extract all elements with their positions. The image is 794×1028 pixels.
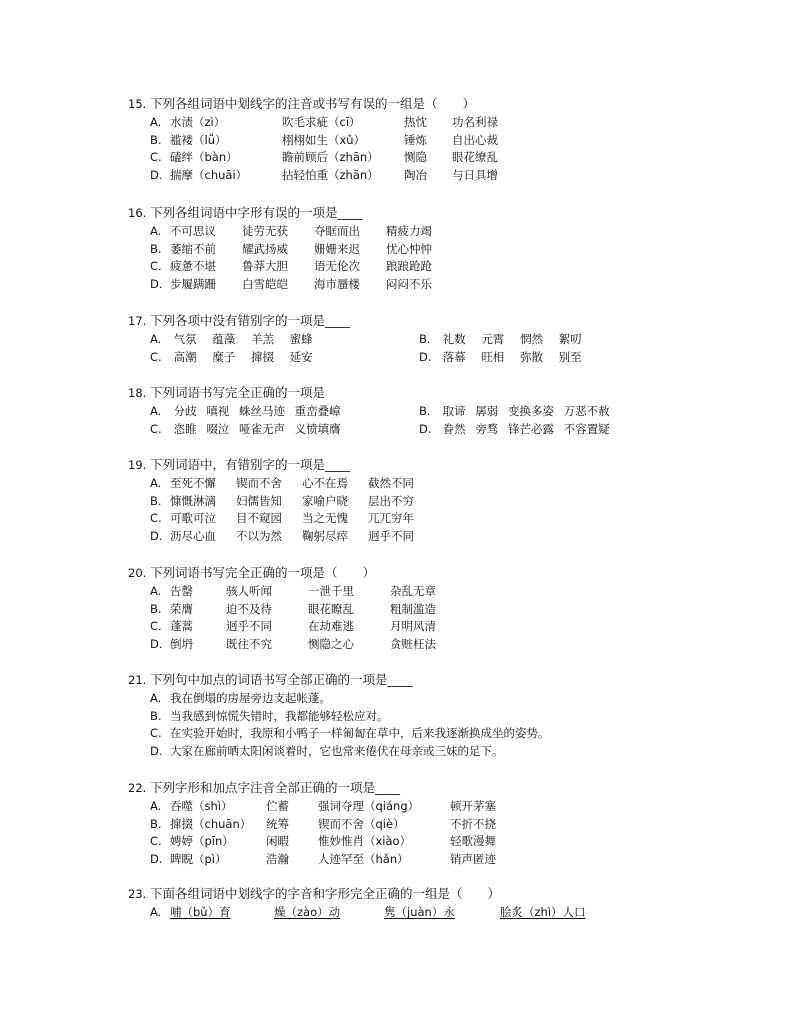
option-letter: A. bbox=[150, 691, 162, 705]
option-term: 羊羔 bbox=[250, 332, 274, 346]
question-text: 下面各组词语中划线字的字音和字形完全正确的一组是（ ） bbox=[150, 886, 501, 901]
option-term: 絮叨 bbox=[558, 332, 582, 346]
question-number: 17. bbox=[128, 314, 147, 328]
option-term: 嗔视 bbox=[206, 404, 230, 418]
option-term: 耀武扬威 bbox=[242, 241, 288, 256]
option-term: 夺眶而出 bbox=[314, 224, 360, 238]
question-text: 下列词语中，有错别字的一项是____ bbox=[150, 457, 351, 472]
question-number: 15. bbox=[128, 97, 147, 111]
option-term: 贪赃枉法 bbox=[390, 636, 436, 651]
option-d[interactable] bbox=[150, 276, 688, 294]
question-18 bbox=[128, 383, 688, 438]
option-term: 哑雀无声 bbox=[238, 421, 285, 436]
option-a[interactable] bbox=[150, 690, 688, 708]
option-term: 气氛 bbox=[173, 332, 197, 346]
option-d[interactable] bbox=[150, 851, 688, 869]
option-term: 踉踉跄跄 bbox=[386, 259, 432, 273]
option-term: 揣摩（chuāi） bbox=[170, 167, 248, 182]
question-text: 下列句中加点的词语书写全部正确的一项是____ bbox=[150, 672, 413, 687]
option-row bbox=[150, 349, 688, 367]
option-term: 旺相 bbox=[481, 349, 505, 364]
option-term: 妇儒皆知 bbox=[236, 493, 282, 508]
question-15 bbox=[128, 94, 688, 184]
option-term: 至死不懈 bbox=[170, 476, 216, 490]
option-term: 高潮 bbox=[173, 349, 197, 364]
option-term: 杂乱无章 bbox=[390, 584, 436, 598]
option-a[interactable] bbox=[150, 331, 419, 349]
option-term: 热忱 bbox=[404, 115, 427, 129]
option-term: 脍炙（zhì）人口 bbox=[500, 905, 586, 919]
option-d[interactable] bbox=[150, 636, 688, 654]
option-a[interactable] bbox=[150, 223, 688, 241]
option-letter: B. bbox=[150, 601, 162, 616]
option-b[interactable] bbox=[150, 241, 688, 259]
option-list bbox=[150, 904, 688, 922]
option-letter: A. bbox=[150, 224, 162, 238]
option-term: 磕绊（bàn） bbox=[170, 150, 238, 164]
option-term: 疲惫不堪 bbox=[170, 259, 216, 273]
option-term: 顿开茅塞 bbox=[450, 799, 496, 813]
option-term: 销声匿迹 bbox=[450, 851, 496, 866]
option-letter: A. bbox=[150, 799, 162, 813]
option-a[interactable] bbox=[150, 114, 688, 132]
option-b[interactable] bbox=[150, 708, 688, 726]
option-letter: A. bbox=[150, 115, 162, 129]
option-letter: D. bbox=[150, 276, 163, 291]
option-term: 骇人听闻 bbox=[226, 584, 272, 598]
option-d[interactable] bbox=[419, 349, 688, 367]
question-number: 19. bbox=[128, 458, 147, 472]
question-title bbox=[128, 203, 688, 223]
option-term: 兀兀穷年 bbox=[368, 511, 414, 525]
option-letter: C. bbox=[150, 150, 162, 164]
option-term: 啜泣 bbox=[206, 421, 230, 436]
option-term: 弥散 bbox=[519, 349, 543, 364]
option-d[interactable] bbox=[150, 743, 688, 761]
option-term: 眼花缭乱 bbox=[452, 150, 498, 164]
question-number: 22. bbox=[128, 781, 147, 795]
option-term: 别至 bbox=[558, 349, 582, 364]
option-term: 栩栩如生（xǔ） bbox=[282, 132, 366, 147]
option-letter: A. bbox=[150, 905, 162, 919]
option-row bbox=[150, 331, 688, 349]
option-letter: A. bbox=[150, 584, 162, 598]
option-term: 恻隐 bbox=[404, 150, 427, 164]
option-letter: C. bbox=[150, 259, 162, 273]
question-title bbox=[128, 670, 688, 690]
option-term: 燥（zào）动 bbox=[274, 905, 341, 919]
option-letter: D. bbox=[150, 743, 163, 758]
question-19 bbox=[128, 455, 688, 545]
question-16 bbox=[128, 203, 688, 293]
option-term: 元霄 bbox=[481, 332, 505, 346]
question-title bbox=[128, 884, 688, 904]
option-term: 沥尽心血 bbox=[170, 528, 216, 543]
option-list bbox=[150, 475, 688, 545]
question-text: 下列字形和加点字注音全部正确的一项是____ bbox=[150, 780, 401, 795]
option-term: 粗制滥造 bbox=[390, 601, 436, 616]
option-term: 褴褛（lǚ） bbox=[170, 132, 227, 147]
option-term: 步履蹒跚 bbox=[170, 276, 216, 291]
option-a[interactable] bbox=[150, 798, 688, 816]
option-letter: B. bbox=[150, 241, 162, 256]
option-a[interactable] bbox=[150, 403, 419, 421]
option-term: 蕴藻 bbox=[212, 332, 236, 346]
question-title bbox=[128, 311, 688, 331]
option-b[interactable] bbox=[150, 601, 688, 619]
option-term: 睥睨（pì） bbox=[170, 851, 227, 866]
option-letter: B. bbox=[150, 708, 162, 723]
option-term: 吹毛求疵（cī） bbox=[282, 115, 361, 129]
option-term: 浩瀚 bbox=[266, 851, 289, 866]
option-d[interactable] bbox=[150, 167, 688, 185]
option-term: 海市蜃楼 bbox=[314, 276, 360, 291]
option-term: 层出不穷 bbox=[368, 493, 414, 508]
option-term: 不折不挠 bbox=[450, 816, 496, 831]
option-list bbox=[150, 798, 688, 868]
option-list bbox=[150, 690, 688, 760]
option-letter: D. bbox=[150, 167, 163, 182]
option-term: 撺掇（chuān） bbox=[170, 816, 252, 831]
option-term: 分歧 bbox=[173, 404, 197, 418]
question-title bbox=[128, 383, 688, 403]
option-term: 瞻前顾后（zhān） bbox=[282, 150, 379, 164]
option-term: 惘然 bbox=[519, 332, 543, 346]
option-list bbox=[150, 114, 688, 184]
option-term: 吞噬（shì） bbox=[170, 799, 233, 813]
option-term: 语无伦次 bbox=[314, 259, 360, 273]
option-term: 眼花瞭乱 bbox=[308, 601, 354, 616]
option-letter: C. bbox=[150, 511, 162, 525]
option-c[interactable] bbox=[150, 258, 688, 276]
option-term: 撺掇 bbox=[250, 349, 274, 364]
option-row bbox=[150, 403, 688, 421]
option-term: 告罄 bbox=[170, 584, 193, 598]
option-c[interactable] bbox=[150, 618, 688, 636]
option-term: 礼数 bbox=[442, 332, 466, 346]
question-number: 18. bbox=[128, 386, 147, 400]
option-term: 取谛 bbox=[442, 404, 466, 418]
option-term: 自出心裁 bbox=[452, 132, 498, 147]
option-a[interactable] bbox=[150, 904, 688, 922]
option-b[interactable] bbox=[419, 403, 688, 421]
option-term: 蓬蒿 bbox=[170, 619, 193, 633]
option-term: 迥乎不同 bbox=[368, 528, 414, 543]
option-term: 锲而不舍（qiè） bbox=[318, 816, 405, 831]
question-text: 下列词语书写完全正确的一项是（ ） bbox=[150, 565, 376, 580]
option-term: 不以为然 bbox=[236, 528, 282, 543]
question-17 bbox=[128, 311, 688, 366]
option-c[interactable] bbox=[150, 510, 688, 528]
option-letter: A. bbox=[150, 404, 162, 418]
question-title bbox=[128, 94, 688, 114]
question-number: 20. bbox=[128, 566, 147, 580]
option-letter: C. bbox=[150, 619, 162, 633]
option-sentence: 在实验开始时，我原和小鸭子一样匍匐在草中，后来我逐渐换成坐的姿势。 bbox=[170, 726, 550, 740]
option-term: 与日具增 bbox=[452, 167, 498, 182]
option-letter: B. bbox=[150, 132, 162, 147]
option-term: 倒坍 bbox=[170, 636, 193, 651]
option-letter: D. bbox=[419, 349, 432, 364]
option-term: 功名利禄 bbox=[452, 115, 498, 129]
option-letter: D. bbox=[150, 851, 163, 866]
option-term: 锋芒必露 bbox=[507, 421, 554, 436]
option-term: 徒劳无获 bbox=[242, 224, 288, 238]
option-b[interactable] bbox=[150, 816, 688, 834]
option-c[interactable] bbox=[150, 349, 419, 367]
option-list bbox=[150, 583, 688, 653]
option-d[interactable] bbox=[419, 421, 688, 439]
option-sentence: 我在倒塌的房屋旁边支起帐蓬。 bbox=[170, 691, 331, 705]
option-list bbox=[150, 223, 688, 293]
option-letter: C. bbox=[150, 349, 162, 364]
option-term: 隽（juàn）永 bbox=[384, 905, 455, 919]
option-term: 心不在焉 bbox=[302, 476, 348, 490]
option-c[interactable] bbox=[150, 149, 688, 167]
option-a[interactable] bbox=[150, 583, 688, 601]
option-letter: C. bbox=[150, 421, 162, 436]
option-term: 当之无愧 bbox=[302, 511, 348, 525]
option-letter: A. bbox=[150, 476, 162, 490]
option-term: 恻隐之心 bbox=[308, 636, 354, 651]
option-term: 鲁莽大胆 bbox=[242, 259, 288, 273]
option-letter: B. bbox=[150, 816, 162, 831]
option-term: 恣睢 bbox=[173, 421, 197, 436]
option-term: 娉婷（pīn） bbox=[170, 834, 234, 848]
option-sentence: 当我感到惊慌失错时，我都能够轻松应对。 bbox=[170, 708, 389, 723]
option-d[interactable] bbox=[150, 528, 688, 546]
option-term: 迫不及待 bbox=[226, 601, 272, 616]
option-term: 变换多姿 bbox=[507, 404, 554, 418]
option-c[interactable] bbox=[150, 833, 688, 851]
question-22 bbox=[128, 778, 688, 868]
option-term: 眷然 bbox=[442, 421, 466, 436]
option-term: 不容置疑 bbox=[563, 421, 610, 436]
question-number: 23. bbox=[128, 887, 147, 901]
question-text: 下列各组词语中划线字的注音或书写有误的一组是（ ） bbox=[150, 96, 476, 111]
option-term: 强词夺理（qiáng） bbox=[318, 799, 420, 813]
question-20 bbox=[128, 563, 688, 653]
option-term: 孱弱 bbox=[475, 404, 499, 418]
option-b[interactable] bbox=[419, 331, 688, 349]
option-term: 既往不究 bbox=[226, 636, 272, 651]
question-23 bbox=[128, 884, 688, 922]
option-term: 陶冶 bbox=[404, 167, 427, 182]
option-c[interactable] bbox=[150, 421, 419, 439]
option-term: 家喻户晓 bbox=[302, 493, 348, 508]
option-term: 在劫难逃 bbox=[308, 619, 354, 633]
option-sentence: 大家在廊前晒太阳闲谈着时，它也常来倦伏在母亲或三妹的足下。 bbox=[170, 743, 504, 758]
question-text: 下列词语书写完全正确的一项是 bbox=[150, 385, 326, 400]
option-term: 荣膺 bbox=[170, 601, 193, 616]
option-letter: C. bbox=[150, 834, 162, 848]
option-term: 不可思议 bbox=[170, 224, 216, 238]
option-b[interactable] bbox=[150, 493, 688, 511]
option-term: 萎缩不前 bbox=[170, 241, 216, 256]
option-letter: B. bbox=[419, 332, 431, 346]
option-term: 糜子 bbox=[212, 349, 236, 364]
option-term: 一泄千里 bbox=[308, 584, 354, 598]
option-letter: D. bbox=[419, 421, 432, 436]
option-b[interactable] bbox=[150, 132, 688, 150]
option-term: 白雪皑皑 bbox=[242, 276, 288, 291]
option-term: 精疲力竭 bbox=[386, 224, 432, 238]
option-term: 惟妙惟肖（xiào） bbox=[318, 834, 412, 848]
option-list bbox=[150, 403, 688, 438]
option-term: 万恶不赦 bbox=[563, 404, 610, 418]
option-list bbox=[150, 331, 688, 366]
option-term: 旁骛 bbox=[475, 421, 499, 436]
question-title bbox=[128, 455, 688, 475]
option-term: 伫蓄 bbox=[266, 799, 289, 813]
option-term: 轻歌漫舞 bbox=[450, 834, 496, 848]
option-c[interactable] bbox=[150, 725, 688, 743]
question-number: 16. bbox=[128, 206, 147, 220]
question-21 bbox=[128, 670, 688, 760]
question-text: 下列各组词语中字形有误的一项是____ bbox=[150, 205, 363, 220]
question-text: 下列各项中没有错别字的一项是____ bbox=[150, 313, 351, 328]
option-term: 蛛丝马迹 bbox=[238, 404, 285, 418]
option-term: 人迹罕至（hǎn） bbox=[318, 851, 409, 866]
question-title bbox=[128, 563, 688, 583]
option-term: 锲而不舍 bbox=[236, 476, 282, 490]
option-term: 鞠躬尽瘁 bbox=[302, 528, 348, 543]
option-letter: B. bbox=[150, 493, 162, 508]
option-letter: D. bbox=[150, 636, 163, 651]
option-letter: C. bbox=[150, 726, 162, 740]
option-row bbox=[150, 421, 688, 439]
option-term: 闲暇 bbox=[266, 834, 289, 848]
option-term: 截然不同 bbox=[368, 476, 414, 490]
option-term: 义愤填膺 bbox=[294, 421, 341, 436]
option-term: 水渍（zì） bbox=[170, 115, 226, 129]
option-term: 迥乎不同 bbox=[226, 619, 272, 633]
option-letter: B. bbox=[419, 404, 431, 418]
option-term: 忧心忡忡 bbox=[386, 241, 432, 256]
option-term: 目不窥园 bbox=[236, 511, 282, 525]
option-term: 统筹 bbox=[266, 816, 289, 831]
question-number: 21. bbox=[128, 673, 147, 687]
option-term: 慷慨淋漓 bbox=[170, 493, 216, 508]
option-term: 落幕 bbox=[442, 349, 466, 364]
option-term: 拈轻怕重（zhān） bbox=[282, 167, 379, 182]
option-term: 可歌可泣 bbox=[170, 511, 216, 525]
option-term: 哺（bǔ）育 bbox=[170, 905, 231, 919]
option-term: 蜜蜂 bbox=[289, 332, 313, 346]
question-title bbox=[128, 778, 688, 798]
option-term: 重峦叠嶂 bbox=[294, 404, 341, 418]
option-term: 月明风清 bbox=[390, 619, 436, 633]
option-term: 闷闷不乐 bbox=[386, 276, 432, 291]
option-term: 姗姗来迟 bbox=[314, 241, 360, 256]
option-term: 锤炼 bbox=[404, 132, 427, 147]
option-term: 延安 bbox=[289, 349, 313, 364]
option-a[interactable] bbox=[150, 475, 688, 493]
option-letter: D. bbox=[150, 528, 163, 543]
option-letter: A. bbox=[150, 332, 162, 346]
